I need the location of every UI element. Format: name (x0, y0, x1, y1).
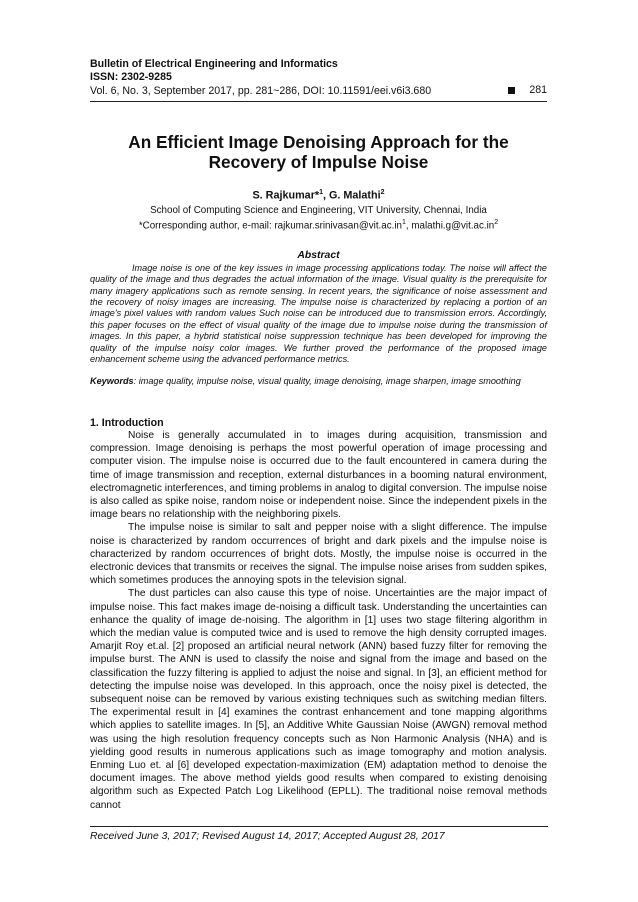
affiliation (90, 205, 547, 233)
page-number: 281 (529, 84, 547, 96)
issn: ISSN: 2302-9285 (90, 71, 172, 83)
paper-page (90, 58, 547, 812)
author-1-sup: 1 (319, 189, 324, 196)
intro-paragraph-1: Noise is generally accumulated in to images during acquisition, transmission and compression. Image denoising is perhaps the most powerful operation of image processing and computer vision. The impulse noise is occurred due to the fault encountered in camera during the time of image transmission and reception, external disturbances in a booming natural environment, electromagnetic interferences, and timing problems in analog to digital conversion. The impulse noise is also called as spike noise, random noise or independent noise. Since the independent pixels in the image bears no relationship with the neighboring pixels. (90, 429, 547, 521)
keywords-label: Keywords (90, 375, 134, 386)
section-heading-introduction: 1. Introduction (90, 416, 164, 429)
author-2-sup: 2 (380, 189, 385, 196)
journal-name: Bulletin of Electrical Engineering and Informatics (90, 58, 338, 70)
affiliation-line: School of Computing Science and Engineering, VIT University, Chennai, India (150, 204, 487, 216)
square-bullet-icon (508, 87, 515, 94)
keywords-list: : image quality, impulse noise, visual quality, image denoising, image sharpen, image smoothing (133, 375, 521, 386)
corresponding-email: *Corresponding author, e-mail: rajkumar.srinivasan@vit.ac.in (138, 220, 402, 232)
running-header (90, 58, 547, 102)
intro-paragraph-3: The dust particles can also cause this type of noise. Uncertainties are the major impact of impulse noise. This fact makes image de-noising a difficult task. Understanding the uncertainties can enhance the quality of image de-noising. The algorithm in [1] uses two stage filtering algorithm in which the median value is computed twice and is used to remove the high density corrupted images. Amarjit Roy et.al. [2] proposed an artificial neural network (ANN) based fuzzy filter for removing the impulse burst. The ANN is used to classify the noise and signal from the image and based on the classification the fuzzy filtering is applied to adjust the noise and signal. In [3], an efficient method for detecting the impulse noise was developed. In this approach, once the noisy pixel is detected, the subsequent noise can be removed by various existing techniques such as switching median filters. The experimental result in [4] examines the contrast enhancement and tone mapping algorithms which applies to satellite images. In [5], an Additive White Gaussian Noise (AWGN) removal method was using the high resolution frequency concepts such as Non Harmonic Analysis (NHA) and is yielding good results in numerous applications such as image tomography and motion analysis. Enming Luo et. al [6] developed expectation-maximization (EM) adaptation method to denoise the document images. The above method yields good results when compared to existing denoising algorithm such as Expected Patch Log Likelihood (EPLL). The traditional noise removal methods cannot (90, 588, 547, 811)
contact-line (90, 217, 547, 233)
header-rule (90, 101, 547, 102)
abstract-heading: Abstract (297, 249, 340, 261)
second-email: , malathi.g@vit.ac.in (405, 220, 495, 232)
paper-title (90, 132, 547, 172)
title-line-2: Recovery of Impulse Noise (208, 152, 429, 172)
intro-paragraph-2: The impulse noise is similar to salt and pepper noise with a slight difference. The impulse noise is characterized by random occurrences of bright and dark pixels and the impulse noise is characterized by random occurrences of bright dots. Mostly, the impulse noise is occurred in the electronic devices that transmits or receives the signal. The impulse noise arises from sudden spikes, which sometimes produces the annoying spots in the television signal. (90, 522, 547, 587)
volume-info: Vol. 6, No. 3, September 2017, pp. 281~286, DOI: 10.11591/eei.v6i3.680 (90, 85, 432, 97)
email-1-sup: 1 (401, 219, 406, 227)
email-2-sup: 2 (494, 219, 499, 227)
received-dates-footer: Received June 3, 2017; Revised August 14, 2017; Accepted August 28, 2017 (90, 826, 548, 842)
author-2: , G. Malathi (323, 189, 381, 202)
abstract-text: Image noise is one of the key issues in image processing applications today. The noise will affect the quality of the image and thus degrades the actual information of the image. Visual quality is the prerequisite for many imagery applications such as remote sensing. In recent years, the significance of noise assessment and the recovery of noisy images are increasing. The impulse noise is characterized by replacing a portion of an image's pixel values with random values Such noise can be introduced due to transmission errors. Accordingly, this paper focuses on the effect of visual quality of the image due to impulse noise during the transmission of images. In this paper, a hybrid statistical noise suppression technique has been developed for improving the quality of the impulse noisy color images. We further proved the performance of the proposed image enhancement scheme using the advanced performance metrics. (90, 262, 547, 365)
author-1: S. Rajkumar* (252, 189, 320, 202)
title-line-1: An Efficient Image Denoising Approach for the (128, 132, 509, 152)
authors (90, 189, 547, 202)
keywords (90, 376, 547, 387)
